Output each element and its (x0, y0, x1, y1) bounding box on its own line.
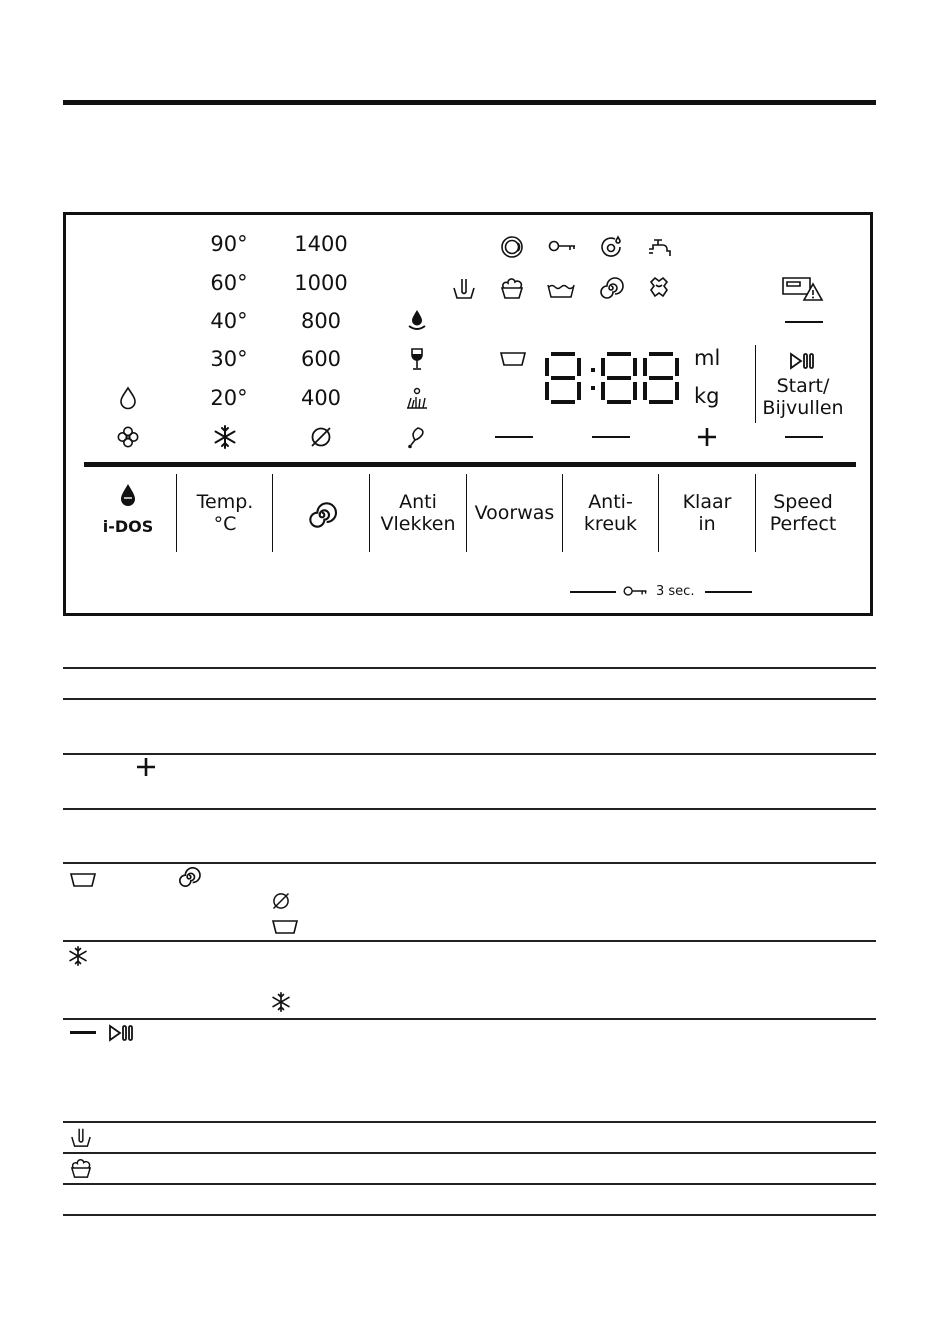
spin-600: 600 (300, 347, 342, 371)
spin-1400: 1400 (294, 232, 348, 256)
temp-button[interactable] (178, 491, 272, 535)
ready-in-label: Klaar in (682, 491, 732, 535)
detergent-warning-icon (782, 276, 824, 302)
no-spin-icon (309, 425, 333, 449)
table-prewash-icon (70, 873, 96, 887)
temp-90: 90° (210, 232, 248, 256)
table-dash-icon (70, 1031, 96, 1034)
temp-40: 40° (210, 309, 248, 333)
lock-hint-line-left (570, 591, 616, 593)
idos-label: i-DOS (102, 517, 154, 536)
table-rule-8 (63, 1121, 876, 1123)
table-rule-4 (63, 808, 876, 810)
table-rule-11 (63, 1214, 876, 1216)
table-rule-6 (63, 940, 876, 942)
key-icon (548, 238, 578, 254)
header-rule (63, 100, 876, 105)
idos-drop-icon (405, 308, 429, 332)
prewash-indicator-dash (495, 436, 533, 438)
snowflake-icon (213, 425, 237, 449)
anti-crease-indicator-dash (592, 436, 630, 438)
table-rule-7 (63, 1018, 876, 1020)
makeup-icon (405, 425, 429, 449)
table-rule-1 (63, 667, 876, 669)
temp-60: 60° (210, 271, 248, 295)
table-snowflake-icon (68, 946, 88, 966)
table-rinse-hold-icon (70, 1126, 92, 1148)
spin-button-icon (308, 501, 336, 529)
lock-hint-line-right (705, 591, 752, 593)
table-rule-9 (63, 1152, 876, 1154)
spin-status-icon (599, 276, 623, 300)
plus-icon (697, 427, 717, 447)
rinse-hold-icon (452, 276, 476, 300)
seven-segment-display (545, 352, 677, 408)
prewash-label: Voorwas (474, 502, 555, 524)
idos-button-icon (116, 482, 140, 510)
spin-800: 800 (300, 309, 342, 333)
anti-crease-button[interactable] (563, 491, 658, 535)
table-spin-icon (178, 866, 200, 888)
wine-glass-icon (405, 347, 429, 371)
unit-kg: kg (694, 384, 720, 408)
anti-crease-label: Anti- kreuk (583, 491, 638, 535)
table-rule-3 (63, 753, 876, 755)
drum-clean-icon (500, 235, 524, 259)
warning-indicator-dash (785, 321, 823, 323)
anti-stain-button[interactable] (370, 491, 466, 535)
idos-button[interactable] (84, 482, 172, 552)
start-label: Start/ Bijvullen (762, 375, 844, 419)
temp-20: 20° (210, 386, 248, 410)
unit-ml: ml (694, 346, 721, 370)
grass-icon (405, 386, 429, 410)
table-snowflake-icon-2 (271, 992, 291, 1012)
temp-button-label: Temp. °C (196, 491, 254, 535)
anti-crease-icon (647, 276, 671, 300)
speed-perfect-button[interactable] (756, 491, 850, 535)
table-prewash-icon-2 (272, 920, 298, 934)
table-play-pause-icon (108, 1024, 138, 1042)
wash-foam-icon (500, 276, 524, 300)
speed-perfect-label: Speed Perfect (769, 491, 837, 535)
table-rule-2 (63, 698, 876, 700)
table-no-spin-icon (271, 891, 291, 911)
prewash-button[interactable] (467, 502, 562, 524)
rinse-icon (547, 281, 575, 299)
lock-key-icon (622, 584, 650, 598)
control-panel (63, 212, 873, 616)
spin-button[interactable] (274, 491, 369, 539)
lock-hint-text: 3 sec. (656, 584, 695, 599)
start-indicator-dash (785, 436, 823, 438)
table-rule-5 (63, 862, 876, 864)
table-plus-icon (136, 757, 156, 777)
ready-in-button[interactable] (659, 491, 755, 535)
drop-icon (116, 386, 140, 410)
spin-400: 400 (300, 386, 342, 410)
water-tap-icon (647, 235, 671, 259)
btn-sep-2 (272, 474, 273, 552)
drum-drop-icon (599, 235, 623, 259)
prewash-tub-icon (500, 352, 526, 366)
spin-1000: 1000 (294, 271, 348, 295)
play-pause-icon (789, 352, 817, 370)
start-button[interactable] (756, 375, 850, 419)
table-rule-10 (63, 1183, 876, 1185)
table-wash-foam-icon (70, 1157, 92, 1179)
temp-30: 30° (210, 347, 248, 371)
anti-stain-label: Anti Vlekken (380, 491, 456, 535)
btn-sep-1 (176, 474, 177, 552)
panel-divider (84, 462, 856, 467)
flower-icon (116, 425, 140, 449)
